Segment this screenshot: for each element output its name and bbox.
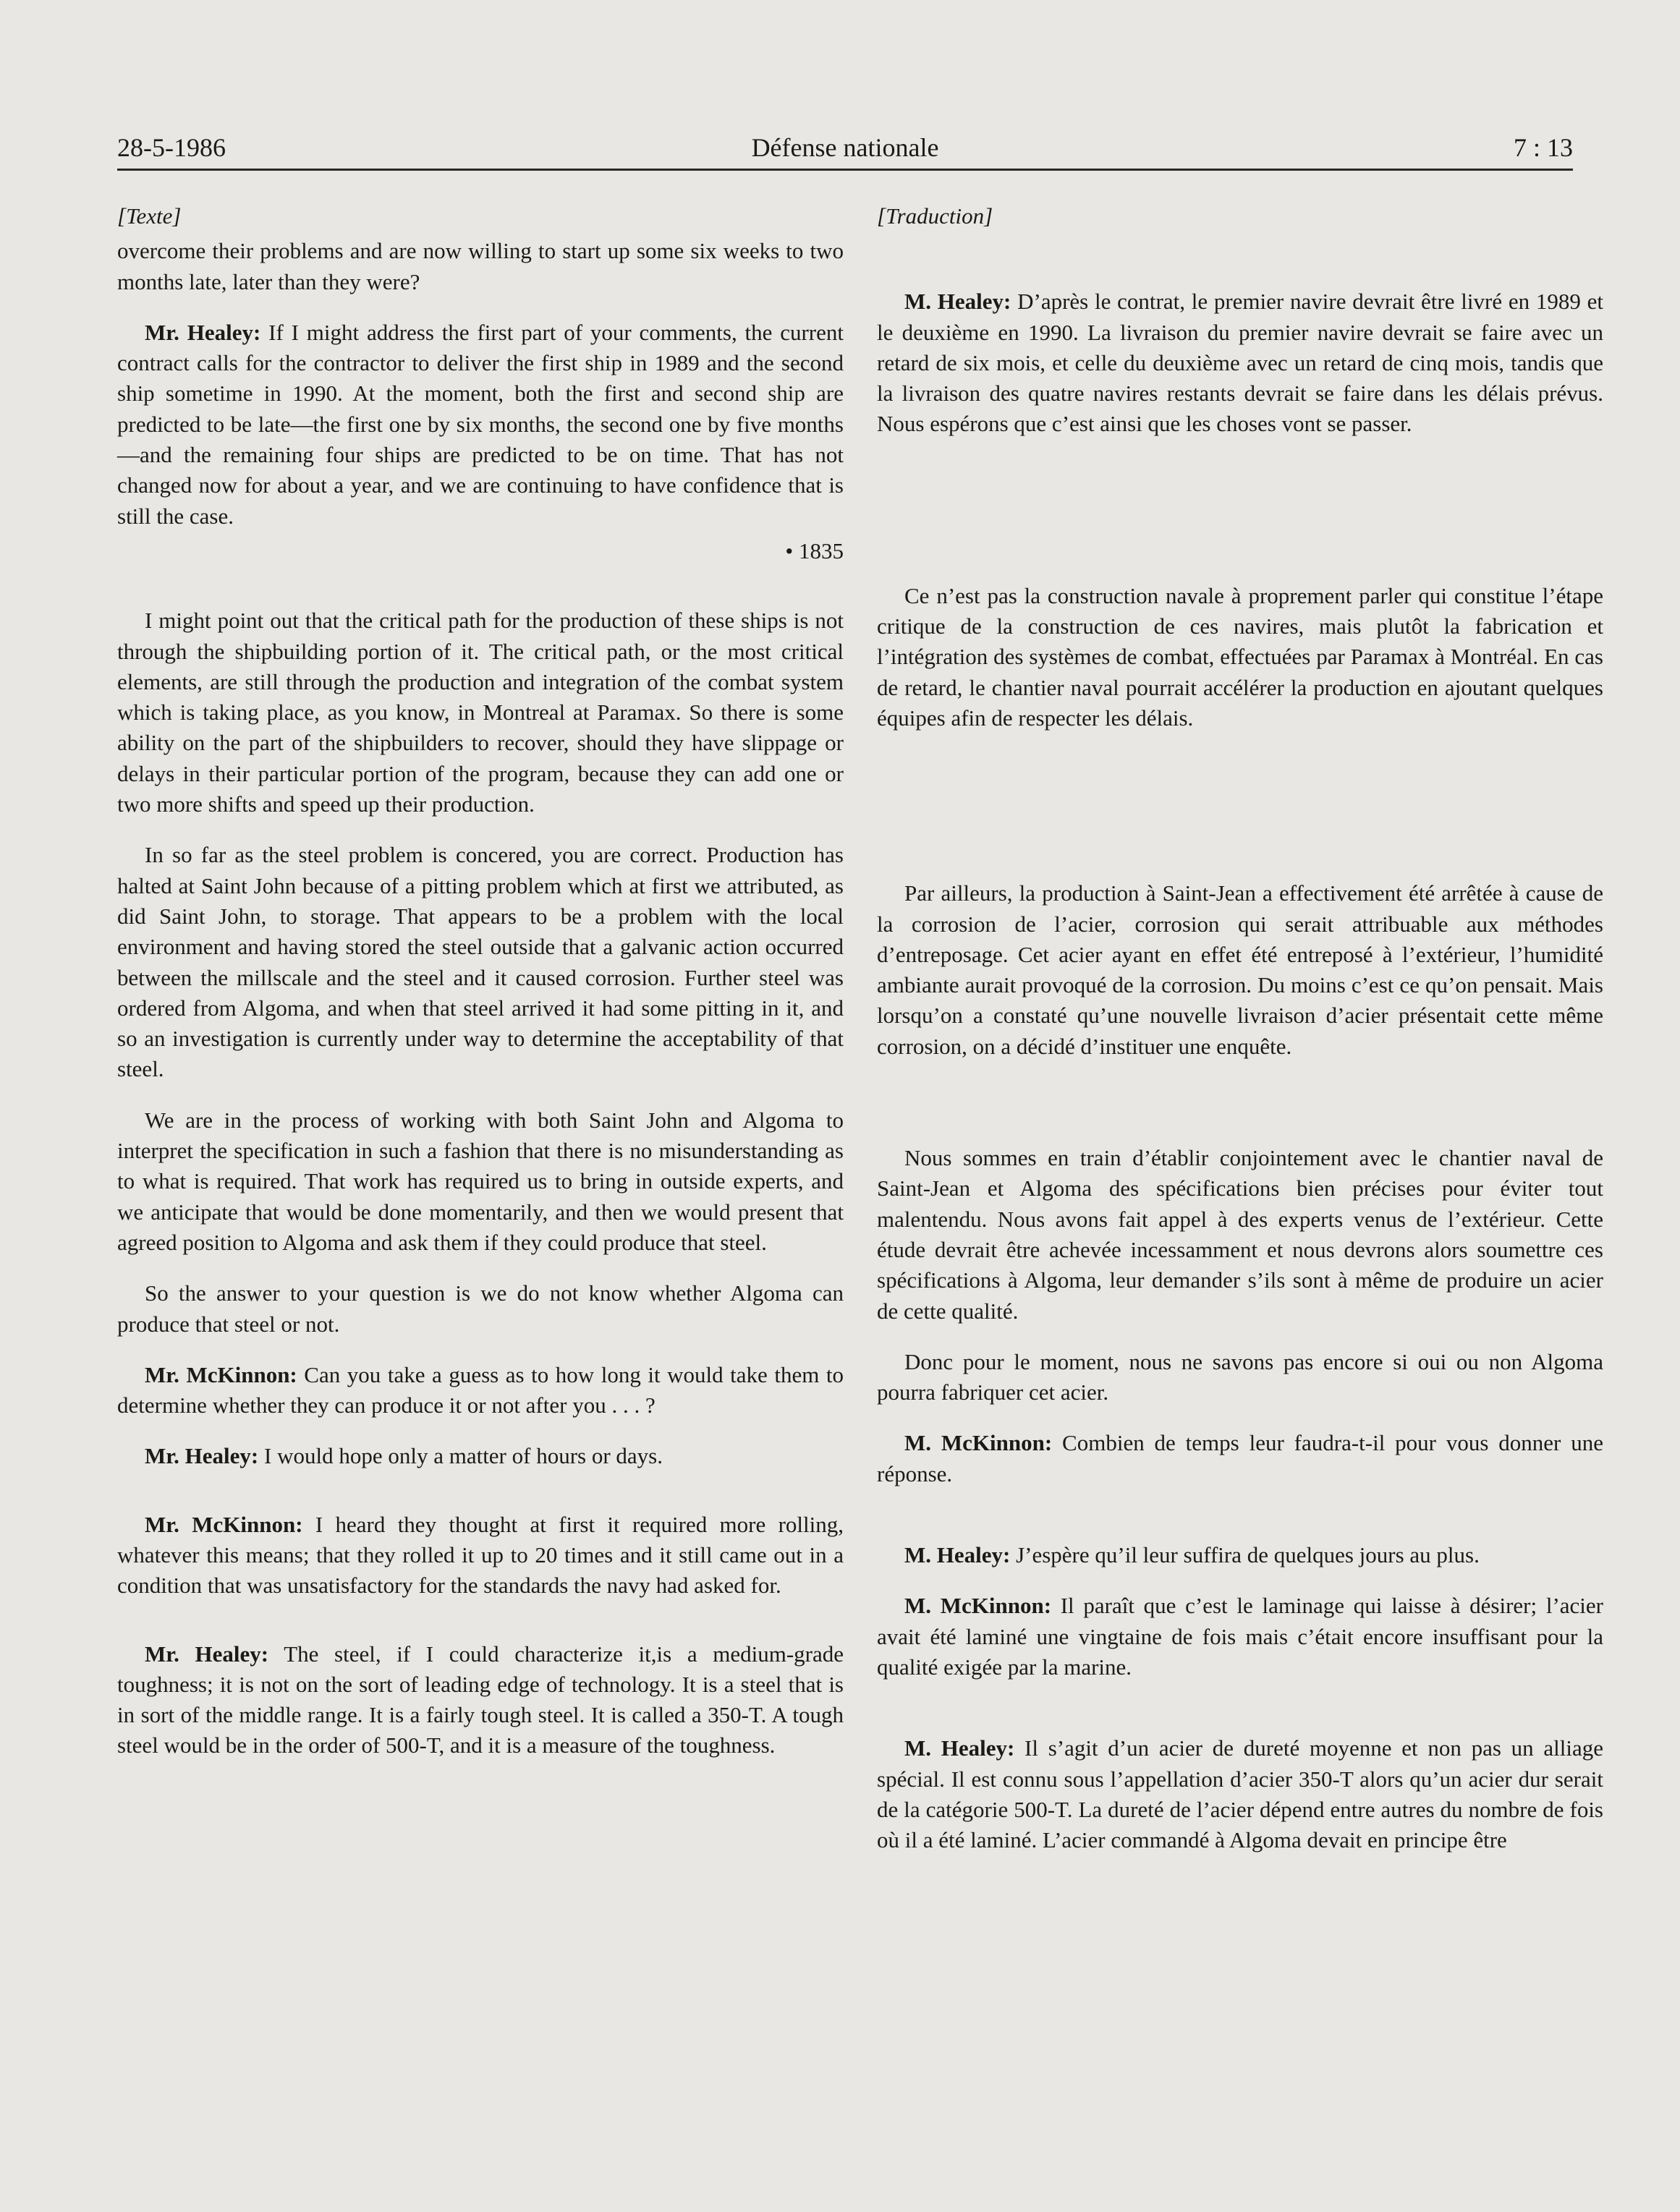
paragraph: So the answer to your question is we do not know whether Algoma can produce that steel or not.	[117, 1280, 844, 1337]
paragraph	[877, 1540, 1603, 1570]
time-marker: • 1835	[785, 537, 844, 563]
french-column	[877, 201, 1603, 1855]
english-column	[117, 201, 844, 1761]
speech-text: If I might address the first part of your comments, the current contract calls for the contractor to deliver the first ship in 1989 and the second ship sometime in 1990. At the moment, both the first and second ship are predicted to be late—the first one by six months, the second one by five months—and the remaining four ships are predicted to be on time. That has not changed now for about a year, and we are continuing to have confidence that is still the case.	[117, 319, 844, 529]
speaker-name: M. Healey:	[904, 289, 1011, 315]
paragraph: Nous sommes en train d’établir conjointement avec le chantier naval de Saint-Jean et Algoma des spécifications bien précises pour éviter tout malentendu. Nous avons fait appel à des experts venus de l’extérieur. Cette étude devrait être achevée incessamment et nous devrons alors soumettre ces spécifications à Algoma, leur demander s’ils sont à même de produire un acier de cette qualité.	[877, 1145, 1603, 1324]
paragraph: overcome their problems and are now willing to start up some six weeks to two months late, later than they were?	[117, 238, 844, 294]
speaker-name: M. Healey:	[904, 1542, 1011, 1568]
speech-text: D’après le contrat, le premier navire devrait être livré en 1989 et le deuxième en 1990. La livraison du premier navire devrait se faire avec un retard de six mois, et celle du deuxième avec un retard de cinq mois, tandis que la livraison des quatre navires restants devrait se faire dans les délais prévus. Nous espérons que c’est ainsi que les choses vont se passer.	[877, 289, 1604, 437]
speaker-name: Mr. McKinnon:	[145, 1511, 303, 1537]
paragraph	[117, 1510, 844, 1601]
running-header	[117, 129, 1573, 171]
speaker-name: Mr. Healey:	[145, 1443, 259, 1469]
header-rule	[117, 169, 1573, 171]
paragraph	[117, 1360, 844, 1421]
paragraph: In so far as the steel problem is concered, you are correct. Production has halted at Saint John because of a pitting problem which at first we attributed, as did Saint John, to storage. That appears to be a problem with the local environment and having stored the steel outside that a galvanic action occurred between the millscale and the steel and it caused corrosion. Further steel was ordered from Algoma, and when that steel arrived it had some pitting in it, and so an investigation is currently under way to determine the acceptability of that steel.	[117, 842, 844, 1082]
speech-text: I would hope only a matter of hours or days.	[258, 1443, 663, 1469]
paragraph: I might point out that the critical path for the production of these ships is not through the shipbuilding portion of it. The critical path, or the most critical elements, are still through the production and integration of the combat system which is taking place, as you know, in Montreal at Paramax. So there is some ability on the part of the shipbuilders to recover, should they have slippage or delays in their particular portion of the program, because they can add one or two more shifts and speed up their production.	[117, 608, 844, 817]
speaker-name: M. McKinnon:	[904, 1430, 1053, 1456]
paragraph: We are in the process of working with both Saint John and Algoma to interpret the specification in such a fashion that there is no misunderstanding as to what is required. That work has required us to bring in outside experts, and we anticipate that would be done momentarily, and then we would present that agreed position to Algoma and ask them if they could produce that steel.	[117, 1107, 844, 1255]
speaker-name: M. McKinnon:	[904, 1593, 1052, 1619]
speaker-name: Mr. Healey:	[145, 319, 261, 345]
speech-text: Can you take a guess as to how long it would take them to determine whether they can produce it or not after you . . . ?	[117, 1361, 844, 1418]
paragraph	[117, 1639, 844, 1761]
speech-text: The steel, if I could characterize it,is a medium-grade toughness; it is not on the sort of leading edge of technology. It is a steel that is in sort of the middle range. It is a fairly tough steel. It is called a 350-T. A tough steel would be in the order of 500-T, and it is a measure of the toughness.	[117, 1641, 844, 1758]
speech-text: J’espère qu’il leur suffira de quelques jours au plus.	[1010, 1542, 1480, 1568]
speaker-name: M. Healey:	[904, 1735, 1015, 1761]
paragraph	[877, 1733, 1603, 1855]
speech-text: Combien de temps leur faudra-t-il pour vous donner une réponse.	[877, 1430, 1603, 1486]
column-tag-text: [Traduction]	[877, 203, 993, 229]
speech-text: Il paraît que c’est le laminage qui laisse à désirer; l’acier avait été laminé une vingtaine de fois mais c’était encore insuffisant pour la qualité exigée par la marine.	[877, 1593, 1603, 1680]
paragraph: Ce n’est pas la construction navale à proprement parler qui constitue l’étape critique de la construction de ces navires, mais plutôt la fabrication et l’intégration des systèmes de combat, effectuées par Paramax à Montréal. En cas de retard, le chantier naval pourrait accélérer la production en ajoutant quelques équipes afin de respecter les délais.	[877, 582, 1603, 731]
header-date: 28-5-1986	[117, 133, 226, 162]
header-title: Défense nationale	[751, 133, 939, 162]
paragraph	[877, 286, 1603, 439]
column-tag-text: [Texte]	[117, 203, 182, 229]
speaker-name: Mr. McKinnon:	[145, 1361, 297, 1387]
paragraph	[117, 1441, 844, 1471]
paragraph	[117, 318, 844, 532]
paragraph: Par ailleurs, la production à Saint-Jean a effectivement été arrêtée à cause de la corrosion de l’acier, corrosion qui serait attribuable aux méthodes d’entreposage. Cet acier ayant en effet été entreposé à l’extérieur, l’humidité ambiante aurait provoqué de la corrosion. Du moins c’est ce qu’on pensait. Mais lorsqu’on a constaté qu’une nouvelle livraison d’acier présentait cette même corrosion, on a décidé d’instituer une enquête.	[877, 880, 1603, 1059]
paragraph: Donc pour le moment, nous ne savons pas encore si oui ou non Algoma pourra fabriquer cet acier.	[877, 1348, 1603, 1405]
speech-text: Il s’agit d’un acier de dureté moyenne et non pas un alliage spécial. Il est connu sous l’appellation d’acier 350-T alors qu’un acier dur serait de la catégorie 500-T. La dureté de l’acier dépend entre autres du nombre de fois où il a été laminé. L’acier commandé à Algoma devait en principe être	[877, 1735, 1603, 1853]
paragraph	[877, 1428, 1603, 1489]
speech-text: I heard they thought at first it required more rolling, whatever this means; that they rolled it up to 20 times and it still came out in a condition that was unsatisfactory for the standards the navy had asked for.	[117, 1511, 844, 1599]
speaker-name: Mr. Healey:	[145, 1641, 269, 1667]
header-page-number: 7 : 13	[1513, 133, 1573, 162]
paragraph	[877, 1591, 1603, 1683]
